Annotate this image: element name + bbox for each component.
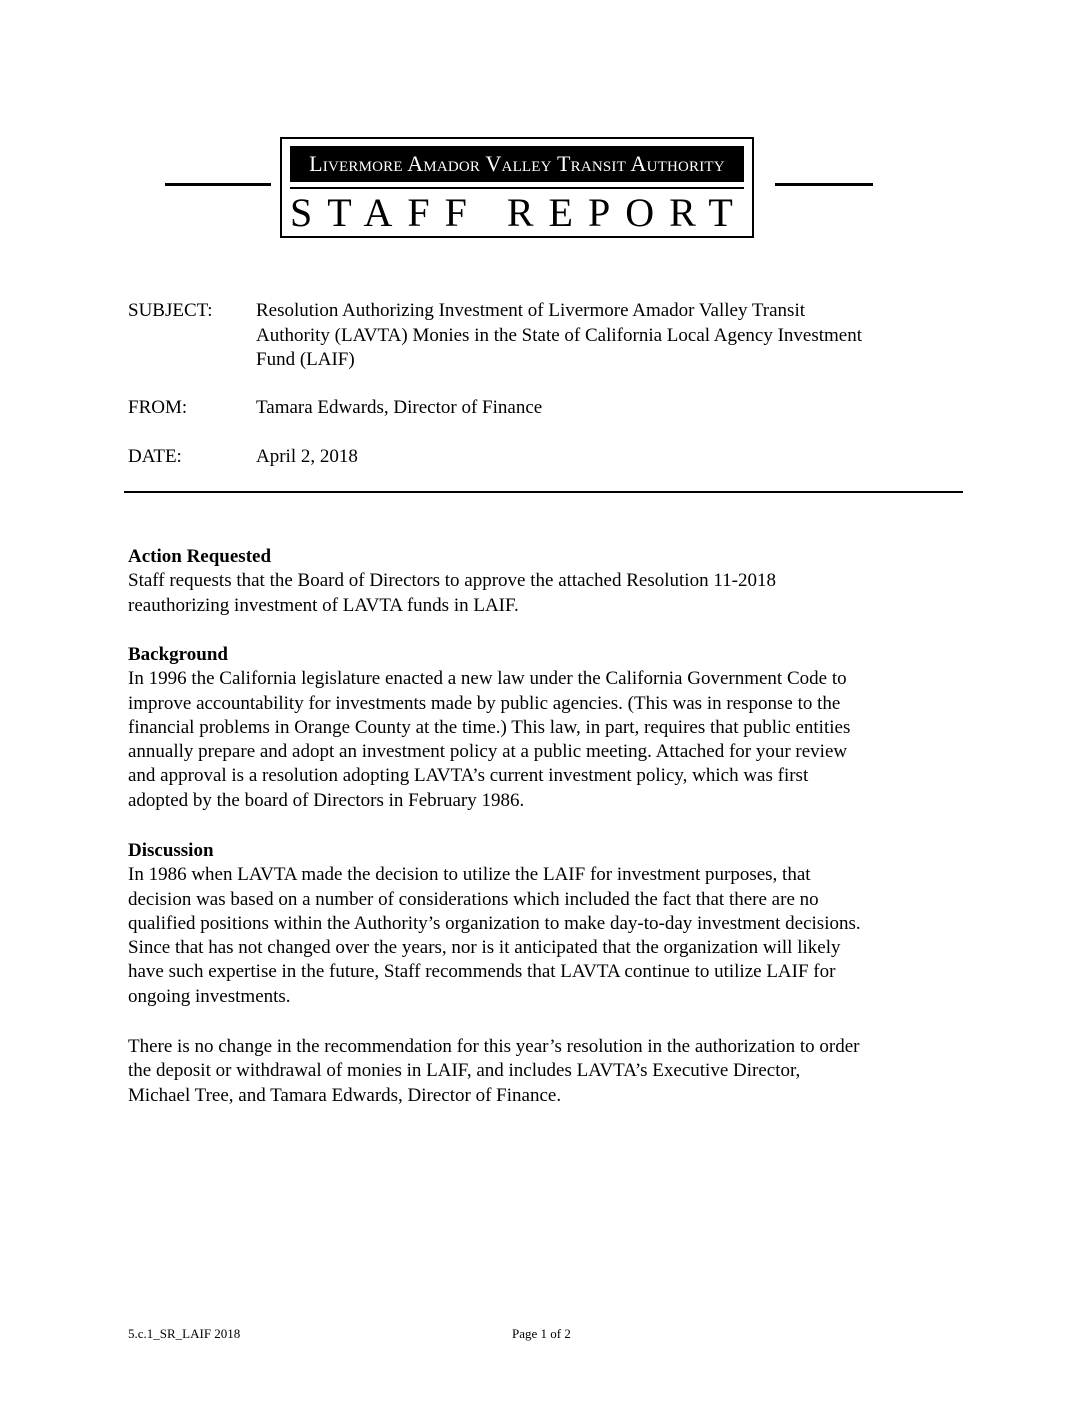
body-line: improve accountability for investments made by public agencies. (This was in response to the bbox=[128, 692, 841, 714]
footer-file-name: 5.c.1_SR_LAIF 2018 bbox=[128, 1326, 241, 1341]
body-line: annually prepare and adopt an investment policy at a public meeting. Attached for your review bbox=[128, 741, 848, 763]
body-line: There is no change in the recommendation for this year’s resolution in the authorization to order bbox=[128, 1036, 860, 1057]
body-line: reauthorizing investment of LAVTA funds in LAIF. bbox=[128, 594, 519, 616]
background-section bbox=[128, 643, 958, 813]
letterhead-right-rule bbox=[775, 183, 873, 186]
section-heading: Discussion bbox=[128, 840, 214, 861]
date-value: April 2, 2018 bbox=[256, 446, 358, 467]
discussion-paragraph-2 bbox=[128, 1035, 958, 1108]
discussion-section bbox=[128, 839, 958, 1009]
subject-value bbox=[256, 299, 956, 373]
subject-line: Authority (LAVTA) Monies in the State of California Local Agency Investment bbox=[256, 324, 862, 346]
subject-label: SUBJECT: bbox=[128, 300, 213, 321]
subject-line: Resolution Authorizing Investment of Livermore Amador Valley Transit bbox=[256, 300, 806, 321]
from-label: FROM: bbox=[128, 397, 188, 418]
letterhead-divider bbox=[290, 187, 744, 189]
section-heading: Background bbox=[128, 644, 228, 665]
date-label: DATE: bbox=[128, 446, 182, 467]
body-line: decision was based on a number of considerations which included the fact that there are no bbox=[128, 888, 819, 910]
from-value: Tamara Edwards, Director of Finance bbox=[256, 397, 543, 418]
header-divider bbox=[124, 491, 963, 493]
body-line: ongoing investments. bbox=[128, 985, 291, 1007]
body-line: In 1996 the California legislature enacted a new law under the California Government Code to bbox=[128, 668, 847, 690]
body-line: adopted by the board of Directors in February 1986. bbox=[128, 789, 525, 811]
footer-page-number: Page 1 of 2 bbox=[512, 1326, 571, 1341]
report-title: STAFF REPORT bbox=[290, 190, 748, 235]
body-line: have such expertise in the future, Staff recommends that LAVTA continue to utilize LAIF for bbox=[128, 961, 836, 983]
body-line: qualified positions within the Authority’s organization to make day-to-day investment decisions. bbox=[128, 912, 861, 934]
action-requested-section bbox=[128, 545, 958, 618]
body-line: In 1986 when LAVTA made the decision to utilize the LAIF for investment purposes, that bbox=[128, 864, 811, 886]
body-line: financial problems in Orange County at the time.) This law, in part, requires that public entities bbox=[128, 716, 851, 738]
body-line: the deposit or withdrawal of monies in LAIF, and includes LAVTA’s Executive Director, bbox=[128, 1060, 801, 1082]
subject-line: Fund (LAIF) bbox=[256, 349, 355, 370]
letterhead bbox=[280, 137, 754, 238]
section-heading: Action Requested bbox=[128, 546, 272, 567]
body-line: Since that has not changed over the years, nor is it anticipated that the organization will likely bbox=[128, 937, 841, 959]
organization-name: Livermore Amador Valley Transit Authority bbox=[290, 146, 744, 182]
letterhead-left-rule bbox=[165, 183, 271, 186]
body-line: and approval is a resolution adopting LAVTA’s current investment policy, which was first bbox=[128, 765, 809, 787]
body-line: Michael Tree, and Tamara Edwards, Director of Finance. bbox=[128, 1084, 562, 1106]
body-line: Staff requests that the Board of Directors to approve the attached Resolution 11-2018 bbox=[128, 570, 776, 592]
